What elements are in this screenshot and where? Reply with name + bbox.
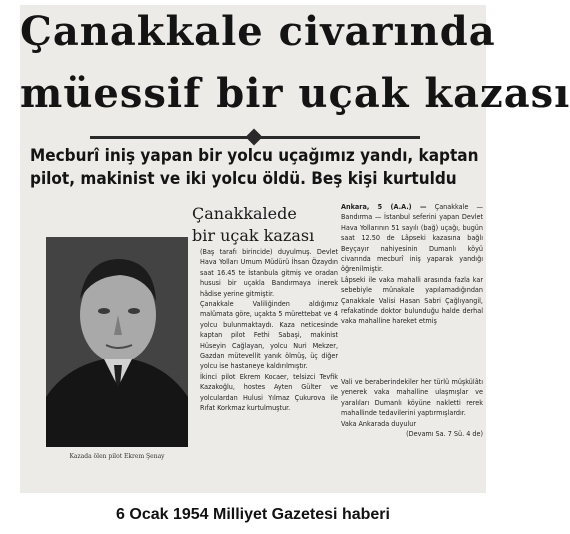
article-paragraph: Lâpseki ile vaka mahalli arasında fazla kar sebebiyle münakale yapılamadığından Çanakkale Valisi Hasan Sabri Çağlıyangil, refakatinde doktor bulunduğu halde derhal vaka mahalline hareket etmiş [341,274,483,326]
headline-line-1: Çanakkale civarında [20,8,496,55]
article-right-column [341,202,483,327]
article-paragraph: (Baş tarafı birincide) duyulmuş. Devlet Hava Yolları Umum Müdürü İhsan Özaydın saat 16.45 te İstanbula gitmiş ve oradan hususi bir uçakla Bandırmaya inerek hâdise yerine gitmiştir. [200,247,338,298]
pilot-portrait-photo [46,237,188,447]
headline-rule-ornament [246,129,263,146]
article-paragraph: İkinci pilot Ekrem Kocaer, telsizci Tevfik Kazakoğlu, hostes Ayten Gülter ve yolculardan Hulusi Yılmaz Çukurova ile Rıfat Korkmaz kurtulmuştur. [200,371,338,413]
subheadline-line-1: Mecburî iniş yapan bir yolcu uçağımız yandı, kaptan [30,146,479,166]
image-caption: 6 Ocak 1954 Milliyet Gazetesi haberi [116,506,390,523]
article-middle-column [200,247,338,414]
subheadline-line-2: pilot, makinist ve iki yolcu öldü. Beş kişi kurtuldu [30,169,457,189]
article-right-column-lower [341,377,483,439]
article-paragraph: Vali ve beraberindekiler her türlü müşkülâtı yenerek vaka mahalline ulaşmışlar ve yaralıları Dumanlı köyüne nakletti rerek mahallinde tedavilerini yaptırmışlardır. [341,377,483,418]
headline-line-2: müessif bir uçak kazası [20,70,570,117]
article-paragraph [341,202,483,275]
article-paragraph: Çanakkale Valiliğinden aldığımız malûmata göre, uçakta 5 mürettebat ve 4 yolcu bulunmaktaydı. Kaza neticesinde kaptan pilot Fethi Sabaşi, makinist Hüseyin Cağlayan, yolcu Nuri Mekzer, Gazdan mütevellit yanık ölmüş, üç diğer yolcu ise hastaneye kaldırılmıştır. [200,299,338,371]
newspaper-clipping [20,5,570,493]
photo-caption: Kazada ölen pilot Ekrem Şenay [69,453,165,460]
section-title [192,203,332,247]
section-title-line-2: bir uçak kazası [192,226,315,245]
article-paragraph: Vaka Ankarada duyulur [341,418,416,428]
dateline: Ankara, 5 (A.A.) — [341,202,427,211]
article-text: Çanakkale — Bandırma — İstanbul seferini yapan Devlet Hava Yollarının 51 sayılı (bağ) uçağı, bugün saat 12.50 de Lâpseki kazasına bağlı Beyçayır nahiyesinin Dumanlı köyü civarında mecburî iniş yaparak yandığı öğrenilmiştir. [341,202,483,274]
section-title-line-1: Çanakkalede [192,204,297,223]
subheadline [30,145,480,191]
continuation-note: (Devamı Sa. 7 Sü. 4 de) [406,429,483,439]
